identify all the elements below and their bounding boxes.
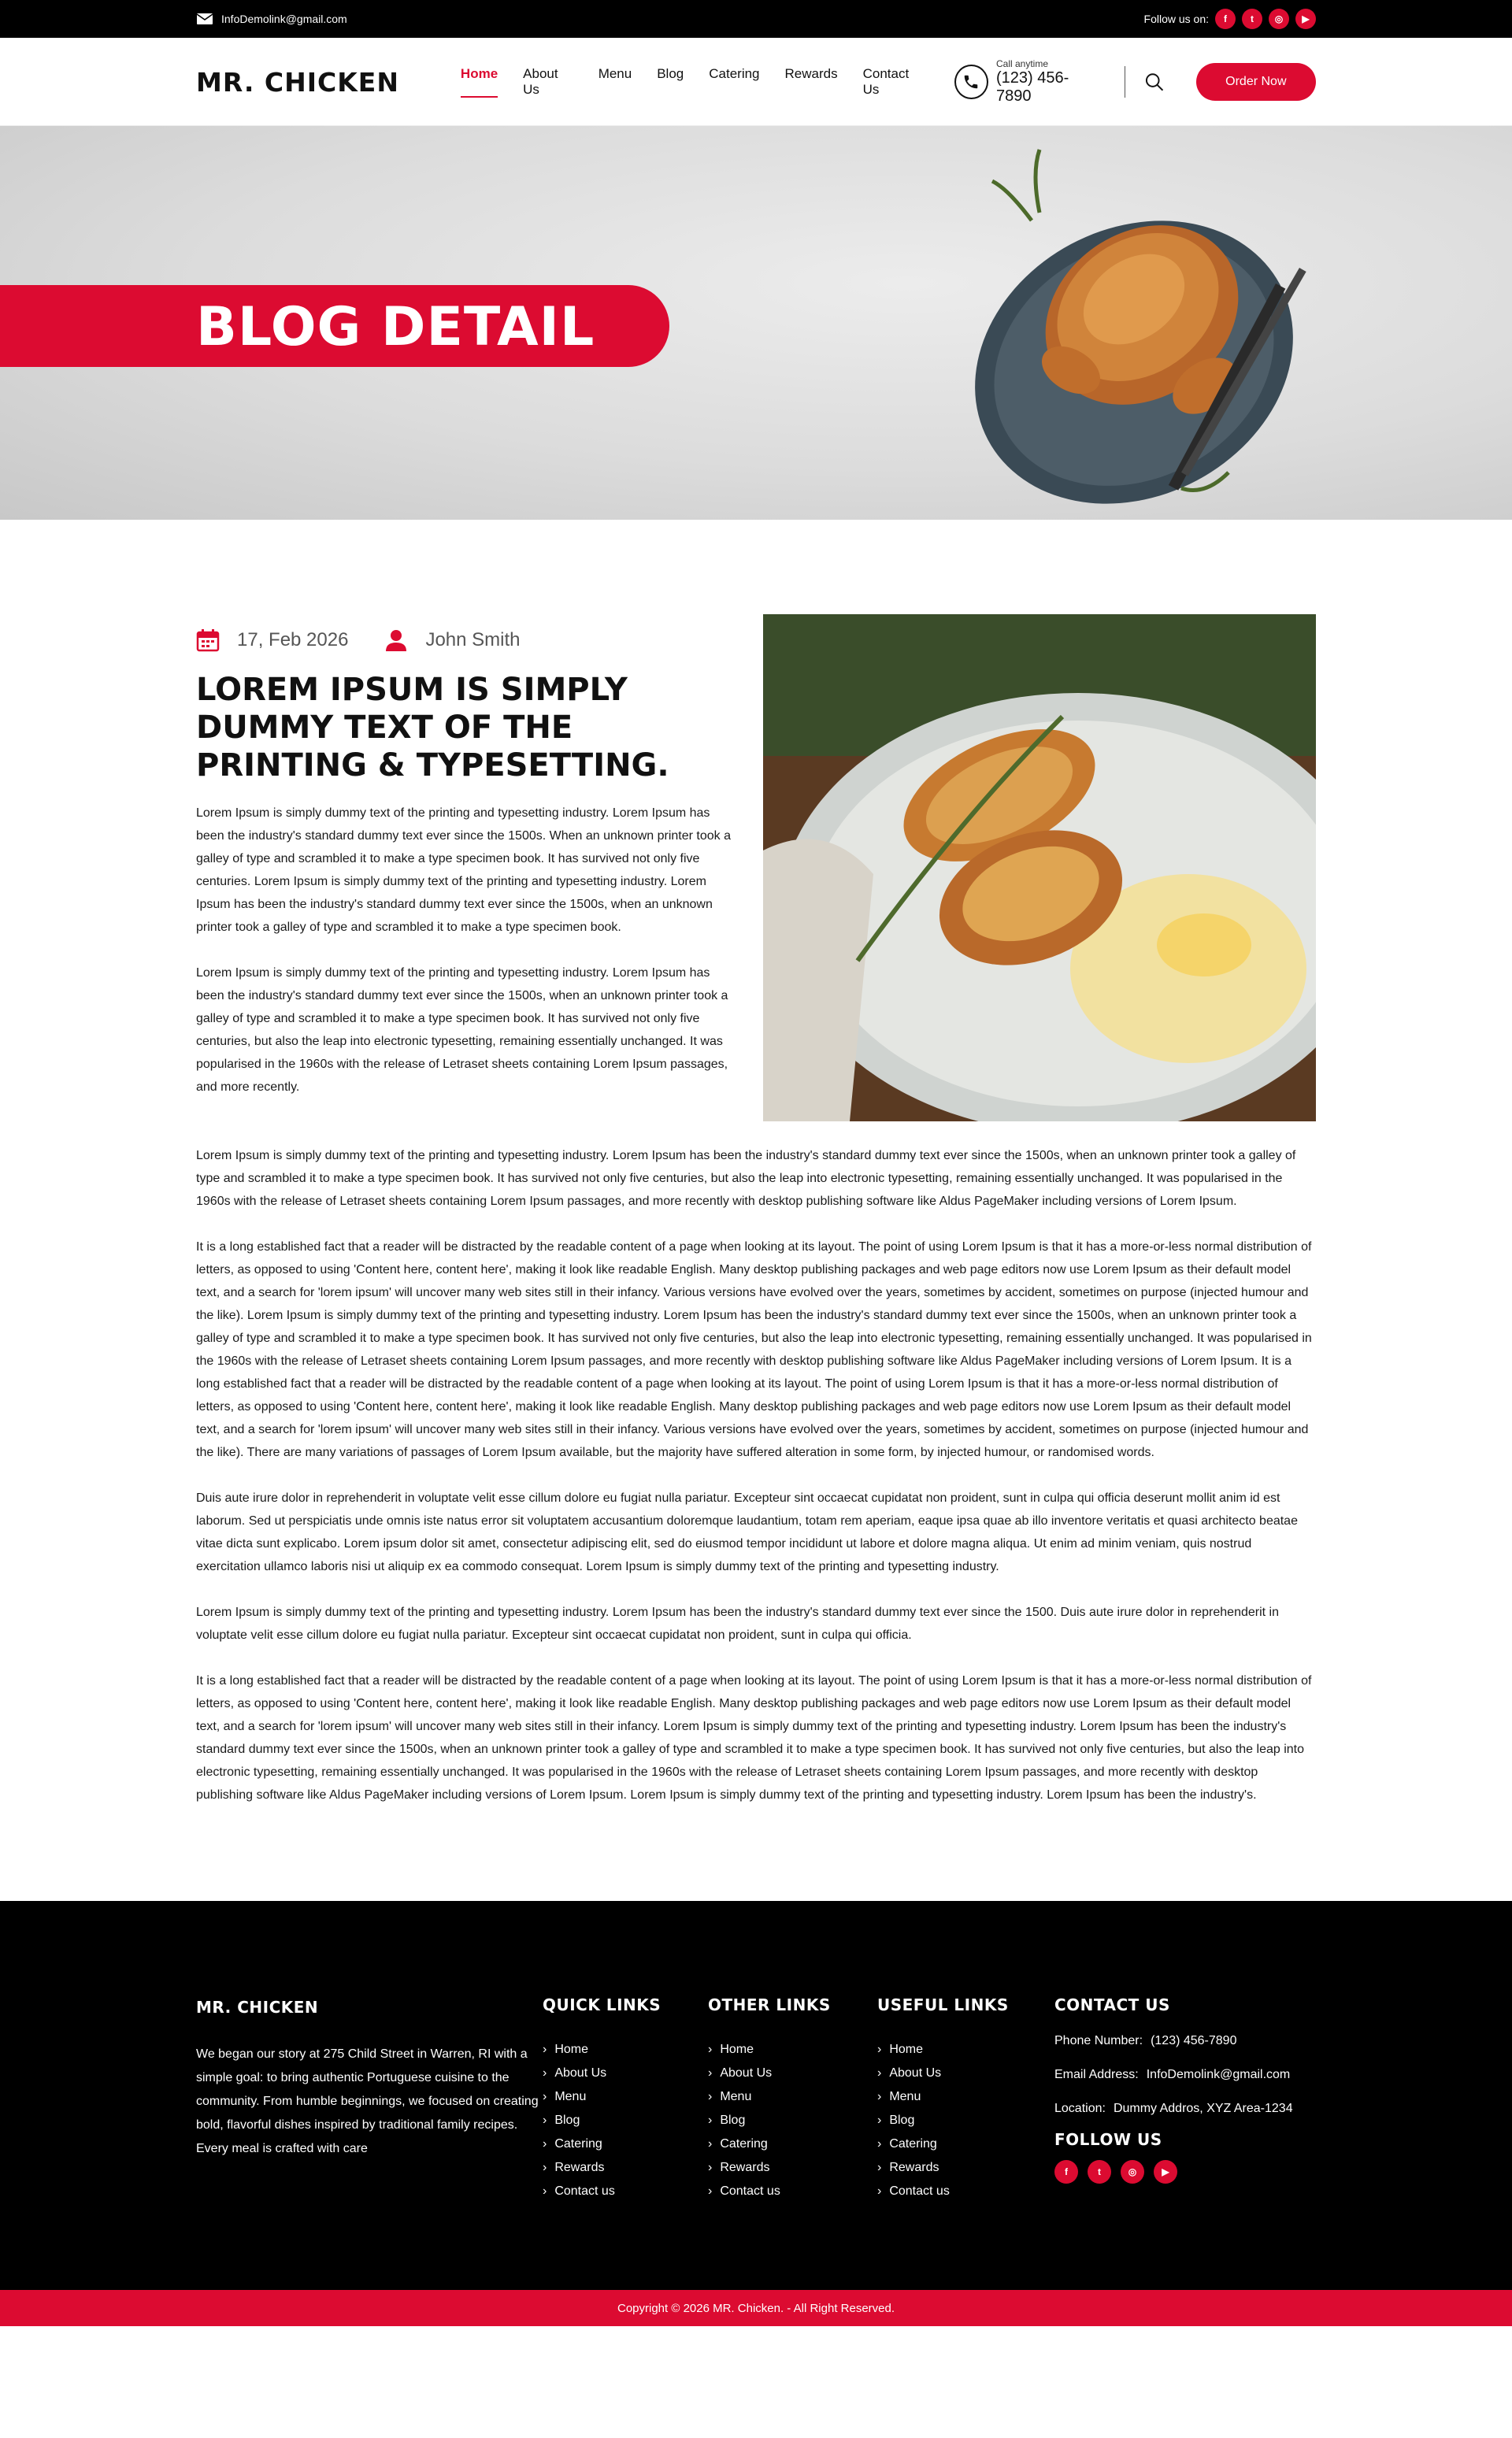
email-value: InfoDemolink@gmail.com — [1146, 2068, 1291, 2081]
blog-body — [196, 1144, 1316, 1806]
phone-value: (123) 456-7890 — [1151, 2034, 1237, 2047]
topbar-follow — [1144, 9, 1316, 29]
footer-link[interactable]: › Contact us — [543, 2180, 708, 2203]
call-label: Call anytime — [995, 58, 1049, 69]
footer-useful-links — [877, 1995, 1054, 2203]
twitter-icon[interactable]: t — [1088, 2160, 1111, 2184]
main-header — [0, 38, 1512, 126]
nav-catering[interactable]: Catering — [709, 66, 760, 81]
footer-link[interactable]: › Catering — [877, 2132, 1054, 2156]
footer-email[interactable] — [1054, 2058, 1314, 2092]
body-paragraph-5: It is a long established fact that a reader will be distracted by the readable content of a page when looking at its layout. The point of using Lorem Ipsum is that it has a more-or-less normal distribution of letters, as opposed to using 'Content here, content here', making it look like readable English. Many desktop publishing packages and web page editors now use Lorem Ipsum as their default model text, and a search for 'lorem ipsum' will uncover many web sites still in their infancy. Lorem Ipsum is simply dummy text of the printing and typesetting industry. Lorem Ipsum has been the industry's standard dummy text ever since the 1500s, when an unknown printer took a galley of type and scrambled it to make a type specimen book. It has survived not only five centuries, but also the leap into electronic typesetting, remaining essentially unchanged. It was popularised in the 1960s with the release of Letraset sheets containing Lorem Ipsum passages, and more recently with desktop publishing software like Aldus PageMaker including versions of Lorem Ipsum. Lorem Ipsum is simply dummy text of the printing and typesetting industry. Lorem Ipsum has been the industry's. — [196, 1674, 1312, 1802]
other-links-title: OTHER LINKS — [708, 1995, 831, 2014]
footer-link[interactable]: › About Us — [708, 2062, 877, 2085]
user-icon — [384, 628, 408, 652]
intro-paragraph-2: Lorem Ipsum is simply dummy text of the printing and typesetting industry. Lorem Ipsum has been the industry's standard dummy text ever since the 1500s, when an unknown printer took a galley of type and scrambled it to make a type specimen book. It has survived not only five centuries, but also the leap into electronic typesetting, remaining essentially unchanged. It was popularised in the 1960s with the release of Letraset sheets containing Lorem Ipsum passages, and more recently. — [196, 966, 728, 1094]
footer-link[interactable]: › Catering — [543, 2132, 708, 2156]
hero-banner — [0, 126, 1512, 520]
email-label: Email Address: — [1054, 2068, 1139, 2081]
facebook-icon[interactable]: f — [1054, 2160, 1078, 2184]
copyright-text: Copyright © 2026 MR. Chicken. - All Right Reserved. — [617, 2301, 895, 2315]
chicken-mashed-potato-image — [763, 614, 1316, 1121]
body-paragraph-3: Duis aute irure dolor in reprehenderit in voluptate velit esse cillum dolore eu fugiat nulla pariatur. Excepteur sint occaecat cupidatat non proident, sunt in culpa qui officia deserunt mollit anim id est laborum. Sed ut perspiciatis unde omnis iste natus error sit voluptatem accusantium doloremque laudantium, totam rem aperiam, eaque ipsa quae ab illo inventore veritatis et quasi architecto beatae vitae dicta sunt explicabo. Lorem ipsum dolor sit amet, consectetur adipiscing elit, sed do eiusmod tempor incididunt ut labore et dolore magna aliqua. Ut enim ad minim veniam, quis nostrud exercitation ullamco laboris nisi ut aliquip ex ea commodo consequat. Lorem Ipsum is simply dummy text of the printing and typesetting industry. — [196, 1491, 1298, 1573]
nav-rewards[interactable]: Rewards — [784, 66, 838, 81]
instagram-icon[interactable]: ◎ — [1269, 9, 1289, 29]
facebook-icon[interactable]: f — [1215, 9, 1236, 29]
footer-link[interactable]: › About Us — [877, 2062, 1054, 2085]
footer-link[interactable]: › Rewards — [877, 2156, 1054, 2180]
footer-link[interactable]: › Home — [708, 2038, 877, 2062]
blog-intro — [196, 614, 1316, 1121]
footer-phone[interactable] — [1054, 2024, 1314, 2058]
footer-link[interactable]: › About Us — [543, 2062, 708, 2085]
copyright-bar — [0, 2290, 1512, 2326]
search-icon[interactable] — [1144, 72, 1164, 92]
mail-icon — [196, 13, 213, 25]
footer-link[interactable]: › Contact us — [877, 2180, 1054, 2203]
post-meta — [196, 628, 739, 652]
footer-link[interactable]: › Menu — [877, 2085, 1054, 2109]
footer-about — [196, 1995, 543, 2203]
body-paragraph-2: It is a long established fact that a reader will be distracted by the readable content of a page when looking at its layout. The point of using Lorem Ipsum is that it has a more-or-less normal distribution of letters, as opposed to using 'Content here, content here', making it look like readable English. Many desktop publishing packages and web page editors now use Lorem Ipsum as their default model text, and a search for 'lorem ipsum' will uncover many web sites still in their infancy. Various versions have evolved over the years, sometimes by accident, sometimes on purpose (injected humour and the like). Lorem Ipsum is simply dummy text of the printing and typesetting industry. Lorem Ipsum has been the industry's standard dummy text ever since the 1500s, when an unknown printer took a galley of type and scrambled it to make a type specimen book. It has survived not only five centuries, but also the leap into electronic typesetting, remaining essentially unchanged. It was popularised in the 1960s with the release of Letraset sheets containing Lorem Ipsum passages, and more recently with desktop publishing software like Aldus PageMaker including versions of Lorem Ipsum. It is a long established fact that a reader will be distracted by the readable content of a page when looking at its layout. The point of using Lorem Ipsum is that it has a more-or-less normal distribution of letters, as opposed to using 'Content here, content here', making it look like readable English. Many desktop publishing packages and web page editors now use Lorem Ipsum as their default model text, and a search for 'lorem ipsum' will uncover many web sites still in their infancy. Various versions have evolved over the years, sometimes by accident, sometimes on purpose (injected humour and the like). There are many variations of passages of Lorem Ipsum available, but the majority have suffered alteration in some form, by injected humour, or randomised words. — [196, 1240, 1312, 1459]
post-author: John Smith — [425, 629, 521, 650]
phone-label: Phone Number: — [1054, 2034, 1143, 2047]
nav-menu[interactable]: Menu — [598, 66, 632, 81]
footer-link[interactable]: › Contact us — [708, 2180, 877, 2203]
footer-link[interactable]: › Blog — [708, 2109, 877, 2132]
twitter-icon[interactable]: t — [1242, 9, 1262, 29]
intro-paragraph-1: Lorem Ipsum is simply dummy text of the printing and typesetting industry. Lorem Ipsum has been the industry's standard dummy text ever since the 1500s. When an unknown printer took a galley of type and scrambled it to make a type specimen book. It has survived not only five centuries. Lorem Ipsum is simply dummy text of the printing and typesetting industry. Lorem Ipsum has been the industry's standard dummy text ever since the 1500s, when an unknown printer took a galley of type and scrambled it to make a type specimen book. — [196, 806, 731, 934]
useful-links-title: USEFUL LINKS — [877, 1995, 1009, 2014]
hero-title: BLOG DETAIL — [196, 296, 595, 358]
blog-content — [0, 520, 1512, 1901]
roast-chicken-image — [945, 126, 1323, 520]
youtube-icon[interactable]: ▶ — [1295, 9, 1316, 29]
footer-link[interactable]: › Blog — [877, 2109, 1054, 2132]
footer-other-links — [708, 1995, 877, 2203]
footer-quick-links — [543, 1995, 708, 2203]
calendar-icon — [196, 628, 220, 652]
footer-link[interactable]: › Menu — [708, 2085, 877, 2109]
quick-links-title: QUICK LINKS — [543, 1995, 662, 2014]
footer-link[interactable]: › Rewards — [708, 2156, 877, 2180]
site-footer — [0, 1901, 1512, 2290]
nav-about[interactable]: About Us — [523, 66, 558, 97]
post-title: LOREM IPSUM IS SIMPLY DUMMY TEXT OF THE PRINTING & TYPESETTING. — [196, 672, 669, 784]
phone-icon — [954, 65, 988, 99]
footer-brand: MR. CHICKEN — [196, 1998, 319, 2017]
footer-about-text: We began our story at 275 Child Street in Warren, RI with a simple goal: to bring authentic Portuguese cuisine to the community. From humble beginnings, we focused on creating bold, flavorful dishes inspired by traditional family recipes. Every meal is crafted with care — [196, 2047, 539, 2155]
nav-blog[interactable]: Blog — [657, 66, 684, 81]
follow-label: Follow us on: — [1143, 13, 1209, 25]
call-block[interactable] — [954, 58, 1101, 106]
top-bar — [0, 0, 1512, 38]
youtube-icon[interactable]: ▶ — [1154, 2160, 1177, 2184]
footer-link[interactable]: › Menu — [543, 2085, 708, 2109]
call-number: (123) 456-7890 — [995, 69, 1069, 105]
body-paragraph-4: Lorem Ipsum is simply dummy text of the printing and typesetting industry. Lorem Ipsum has been the industry's standard dummy text ever since the 1500. Duis aute irure dolor in reprehenderit in voluptate velit esse cillum dolore eu fugiat nulla pariatur. Excepteur sint occaecat cupidatat non proident, sunt in culpa qui officia. — [196, 1606, 1279, 1642]
instagram-icon[interactable]: ◎ — [1121, 2160, 1144, 2184]
footer-link[interactable]: › Home — [543, 2038, 708, 2062]
order-now-button[interactable]: Order Now — [1196, 63, 1316, 101]
main-nav — [461, 66, 923, 98]
nav-home[interactable]: Home — [461, 66, 498, 98]
post-date: 17, Feb 2026 — [237, 629, 349, 650]
topbar-email-text: InfoDemolink@gmail.com — [221, 13, 347, 25]
contact-title: CONTACT US — [1054, 1995, 1170, 2014]
site-logo[interactable]: MR. CHICKEN — [196, 66, 399, 98]
footer-contact — [1054, 1995, 1314, 2203]
footer-link[interactable]: › Rewards — [543, 2156, 708, 2180]
footer-location — [1054, 2092, 1314, 2125]
hero-title-ribbon — [0, 285, 669, 367]
nav-contact[interactable]: Contact Us — [862, 66, 910, 97]
footer-link[interactable]: › Catering — [708, 2132, 877, 2156]
body-paragraph-1: Lorem Ipsum is simply dummy text of the printing and typesetting industry. Lorem Ipsum has been the industry's standard dummy text ever since the 1500s, when an unknown printer took a galley of type and scrambled it to make a type specimen book. It has survived not only five centuries, but also the leap into electronic typesetting, remaining essentially unchanged. It was popularised in the 1960s with the release of Letraset sheets containing Lorem Ipsum passages, and more recently with desktop publishing software like Aldus PageMaker including versions of Lorem Ipsum. — [196, 1149, 1296, 1208]
location-value: Dummy Addros, XYZ Area-1234 — [1113, 2102, 1293, 2115]
location-label: Location: — [1054, 2102, 1106, 2115]
footer-link[interactable]: › Blog — [543, 2109, 708, 2132]
follow-title: FOLLOW US — [1054, 2130, 1162, 2149]
topbar-email[interactable] — [196, 13, 347, 25]
footer-link[interactable]: › Home — [877, 2038, 1054, 2062]
footer-social — [1054, 2160, 1314, 2184]
